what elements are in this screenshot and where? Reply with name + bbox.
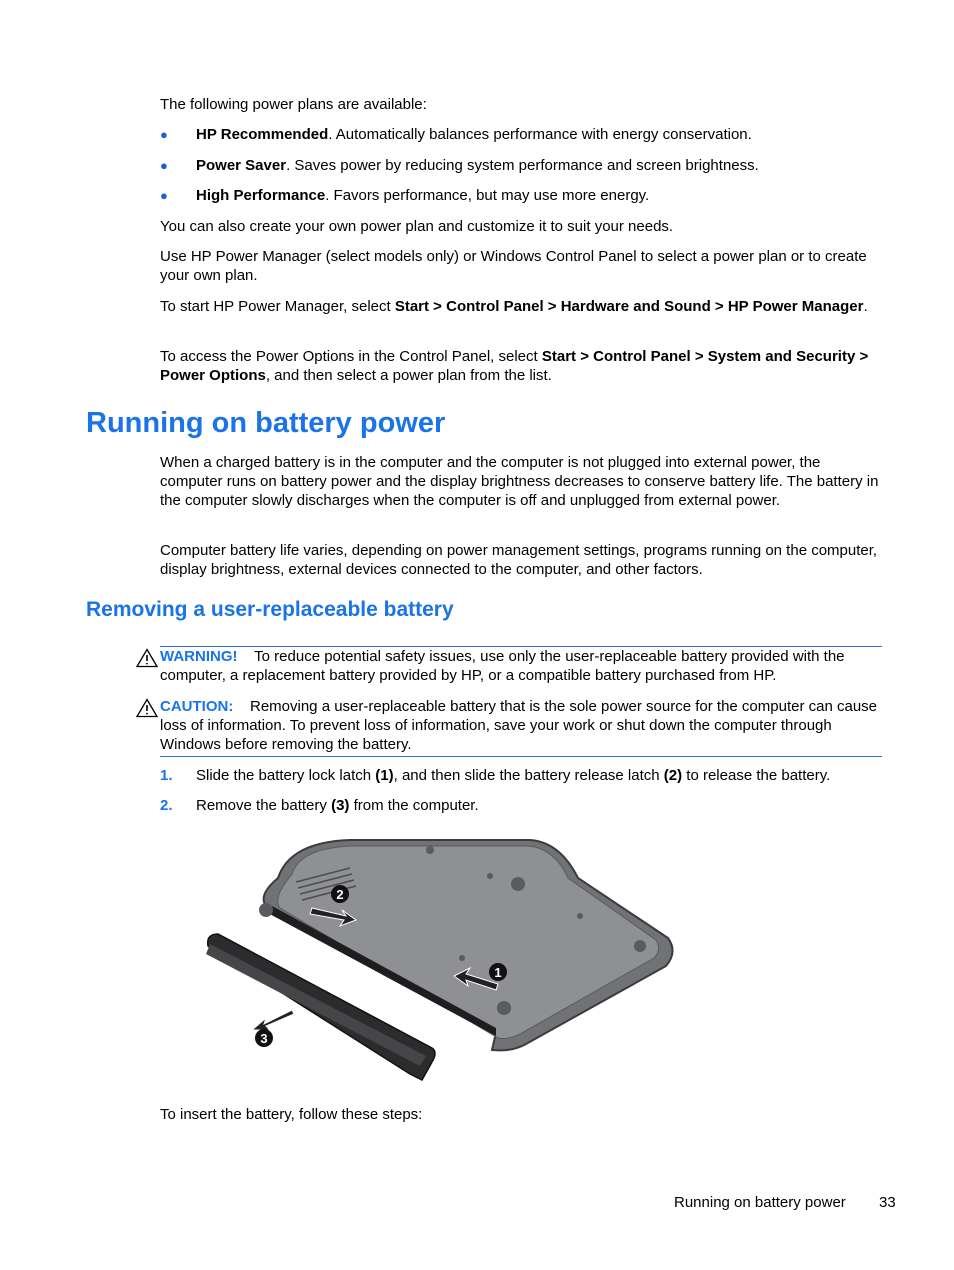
plan-desc: . Saves power by reducing system performance and screen brightness.	[286, 157, 759, 174]
notice-bottom-rule	[160, 756, 882, 757]
plan-desc: . Favors performance, but may use more energy.	[325, 187, 650, 204]
plan-name: HP Recommended	[196, 126, 329, 143]
page-number: 33	[879, 1194, 896, 1211]
menu-path: Start > Control Panel > Hardware and Sound > HP Power Manager	[394, 298, 864, 315]
plans-intro: The following power plans are available:	[160, 96, 427, 113]
document-page: The following power plans are available: ● HP Recommended. Automatically balances performance with energy conservation. ● Power Saver. Saves power by reducing system performance and screen brightness. ● High Performance. Favors performance, but may use more energy. You can also create your own power plan and customize it to suit your needs. Use HP Power Manager (select models only) or Windows Control Panel to select a power plan or to create your own plan. To start HP Power Manager, select Start > Control Panel > Hardware and Sound > HP Power Manager. To access the Power Options in the Control Panel, select Start > Control Panel > System and Security > Power Options, and then select a power plan from the list. Running on battery power When a charged battery is in the computer and the computer is not plugged into external power, the computer runs on battery power and the display brightness decreases to conserve battery life. The battery in the computer slowly discharges when the computer is off and unplugged from external power. Computer battery life varies, depending on power management settings, programs running on the computer, display brightness, external devices connected to the computer, and other factors. Removing a user-replaceable battery WARNING! To reduce potential safety issues, use only the user-replaceable battery provided with the computer, a replacement battery provided by HP, or a compatible battery purchased from HP. CAUTION: Removing a user-replaceable battery that is the sole power source for the computer can cause loss of information. To prevent loss of information, save your work or shut down the computer through Windows before removing the battery. 1. Slide the battery lock latch (1), and then slide the battery release latch (2) to release the battery. 2. Remove the battery (3) from the computer. 1 2 3 To insert the battery, follow these steps: Running on battery power 33	[86, 96, 896, 1211]
insert-intro: To insert the battery, follow these steps:	[160, 1106, 423, 1123]
remove-arrow-icon	[252, 1010, 294, 1030]
subsection-title: Removing a user-replaceable battery	[86, 598, 454, 621]
plan-name: Power Saver	[196, 157, 287, 174]
bullet-icon: ●	[160, 188, 168, 203]
step-number: 1.	[160, 767, 173, 784]
menu-path: Start > Control Panel > System and Security > Power Options	[160, 348, 869, 384]
footer-section-name: Running on battery power	[674, 1194, 846, 1211]
warning-triangle-icon	[136, 648, 158, 668]
start-manager-paragraph: To start HP Power Manager, select Start > Control Panel > Hardware and Sound > HP Power Manager.	[160, 298, 868, 315]
svg-text:3: 3	[260, 1031, 268, 1046]
svg-text:2: 2	[336, 887, 344, 902]
battery-removal-illustration	[200, 838, 680, 1088]
callout-2	[331, 885, 349, 903]
caution-text: Removing a user-replaceable battery that is the sole power source for the computer can cause loss of information. To prevent loss of information, save your work or shut down the computer through Windows before removing the battery.	[160, 698, 877, 753]
callout-1	[489, 963, 507, 981]
callout-3	[255, 1029, 273, 1047]
step-number: 2.	[160, 797, 173, 814]
bullet-icon: ●	[160, 158, 168, 173]
plan-desc: . Automatically balances performance with energy conservation.	[328, 126, 752, 143]
custom-plan-paragraph: You can also create your own power plan and customize it to suit your needs.	[160, 218, 674, 235]
warning-text: To reduce potential safety issues, use only the user-replaceable battery provided with the computer, a replacement battery provided by HP, or a compatible battery purchased from HP.	[160, 648, 845, 684]
caution-triangle-icon	[136, 698, 158, 718]
caution-label: CAUTION:	[160, 698, 234, 715]
battery-paragraph-1: When a charged battery is in the computer and the computer is not plugged into external power, the computer runs on battery power and the display brightness decreases to conserve battery life. The battery in the computer slowly discharges when the computer is off and unplugged from external power.	[160, 454, 879, 509]
section-title: Running on battery power	[86, 407, 446, 439]
power-options-paragraph: To access the Power Options in the Control Panel, select Start > Control Panel > System and Security > Power Options, and then select a power plan from the list.	[160, 348, 869, 384]
power-manager-paragraph: Use HP Power Manager (select models only) or Windows Control Panel to select a power plan or to create your own plan.	[160, 248, 867, 284]
warning-label: WARNING!	[160, 648, 238, 665]
warning-notice	[160, 647, 882, 685]
bullet-icon: ●	[160, 127, 168, 142]
battery-paragraph-2: Computer battery life varies, depending on power management settings, programs running on the computer, display brightness, external devices connected to the computer, and other factors.	[160, 542, 878, 578]
plan-name: High Performance	[196, 187, 326, 204]
svg-text:1: 1	[494, 965, 502, 980]
caution-notice	[160, 697, 882, 754]
